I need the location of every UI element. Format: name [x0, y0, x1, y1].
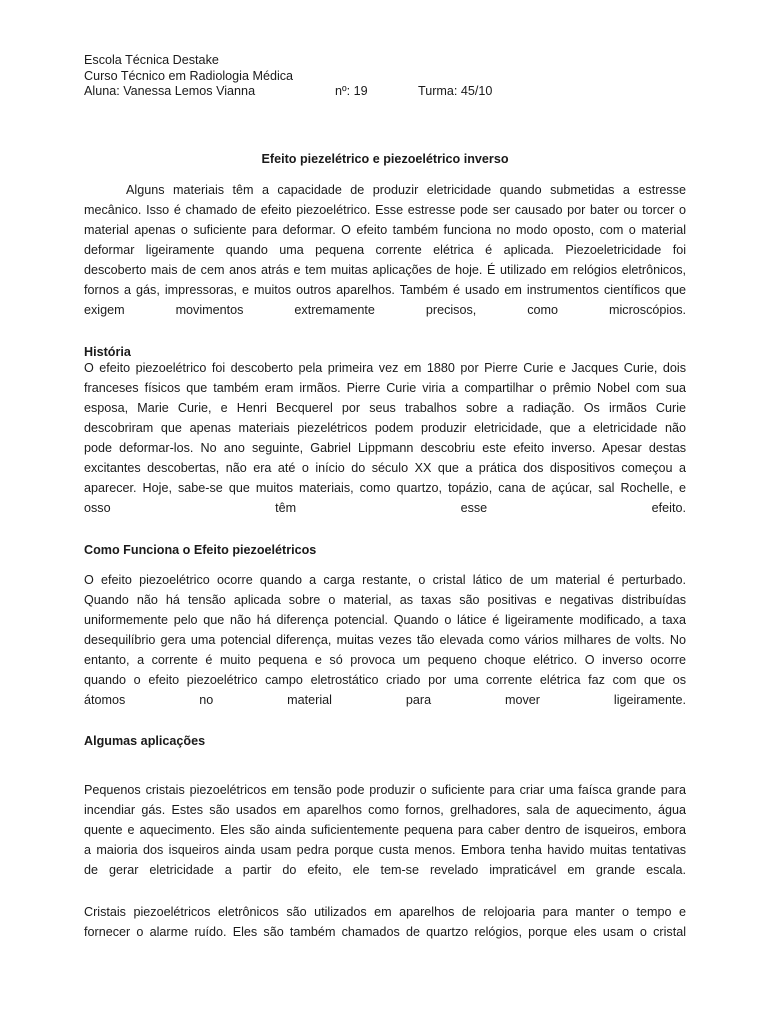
student-number: nº: 19 [335, 84, 368, 98]
document-title: Efeito piezelétrico e piezoelétrico inverso [261, 152, 509, 166]
text-line: descobriram que apenas materiais piezelétricos podem produzir eletricidade, que a eletricidade não [84, 421, 686, 435]
aplicacoes-paragraph-1 [84, 780, 686, 880]
text-line: entanto, a corrente é muito pequena e só provoca um pequeno choque elétrico. O inverso ocorre [84, 653, 686, 667]
class-number: Turma: 45/10 [418, 84, 493, 98]
text-line: Alguns materiais têm a capacidade de produzir eletricidade quando submetidas a estresse [126, 183, 686, 197]
text-line: mecânico. Isso é chamado de efeito piezoelétrico. Esse estresse pode ser causado por bater ou torcer o [84, 203, 686, 217]
text-line: pode deformar-los. No ano seguinte, Gabriel Lippmann descobriu este efeito inverso. Apesar destas [84, 441, 686, 455]
course-name: Curso Técnico em Radiologia Médica [84, 69, 294, 83]
text-line: descoberto mais de cem anos atrás e tem muitas aplicações de hoje. É utilizado em relógios eletrônicos, [84, 263, 686, 277]
section-heading-aplicacoes: Algumas aplicações [84, 734, 206, 748]
text-line: O efeito piezoelétrico ocorre quando a carga restante, o cristal lático de um material é perturbado. [84, 573, 686, 587]
text-line: a maioria dos isqueiros ainda usam pedra porque custa menos. Embora tenha havido muitas tentativas [84, 843, 686, 857]
text-line: aparecer. Hoje, sabe-se que muitos materiais, como quartzo, topázio, cana de açúcar, sal Rochelle, e [84, 481, 686, 495]
text-line: Cristais piezoelétricos eletrônicos são utilizados em aparelhos de relojoaria para manter o tempo e [84, 905, 686, 919]
text-line: Quando não há tensão aplicada sobre o material, as taxas são positivas e negativas distribuídas [84, 593, 686, 607]
text-line: osso têm esse efeito. [84, 501, 686, 515]
text-line: desequilíbrio gera uma potencial diferença, muitas vezes tão elevada como vários milhares de volts. No [84, 633, 686, 647]
section-heading-funciona: Como Funciona o Efeito piezoelétricos [84, 543, 317, 557]
text-line: O efeito piezoelétrico foi descoberto pela primeira vez em 1880 por Pierre Curie e Jacques Curie, dois [84, 361, 686, 375]
text-line: deformar ligeiramente quando uma pequena corrente elétrica é aplicada. Piezoeletricidade foi [84, 243, 686, 257]
text-line: fornos a gás, impressoras, e muitos outros aparelhos. Também é usado em instrumentos científicos que [84, 283, 686, 297]
text-line: material apenas o suficiente para deformar. O efeito também funciona no modo oposto, com o material [84, 223, 686, 237]
text-line: esposa, Marie Curie, e Henri Becquerel por seus trabalhos sobre a radiação. Os irmãos Curie [84, 401, 686, 415]
text-line: de gerar eletricidade a partir do efeito, ele tem-se revelado impraticável em grande escala. [84, 863, 686, 877]
text-line: exigem movimentos extremamente precisos, como microscópios. [84, 303, 686, 317]
intro-paragraph [84, 180, 686, 320]
school-name: Escola Técnica Destake [84, 53, 219, 67]
section-heading-historia: História [84, 345, 131, 359]
text-line: franceses físicos que também eram irmãos. Pierre Curie viria a compartilhar o prêmio Nobel com sua [84, 381, 686, 395]
funciona-paragraph [84, 570, 686, 710]
text-line: fornecer o alarme ruído. Eles são também chamados de quartzo relógios, porque eles usam o cristal [84, 925, 686, 939]
student-name: Aluna: Vanessa Lemos Vianna [84, 84, 256, 98]
aplicacoes-paragraph-2 [84, 902, 686, 942]
text-line: quente e aquecimento. Eles são ainda suficientemente pequena para caber dentro de isqueiros, embora [84, 823, 686, 837]
text-line: uniformemente pelo que não há diferença potencial. Quando o látice é ligeiramente modificado, a taxa [84, 613, 686, 627]
text-line: quando o efeito piezoelétrico campo eletrostático criado por uma corrente elétrica faz com que os [84, 673, 686, 687]
text-line: incendiar gás. Estes são usados em aparelhos como fornos, grelhadores, sala de aquecimento, água [84, 803, 686, 817]
text-line: Pequenos cristais piezoelétricos em tensão pode produzir o suficiente para criar uma faísca grande para [84, 783, 686, 797]
text-line: átomos no material para mover ligeiramente. [84, 693, 686, 707]
historia-paragraph [84, 358, 686, 518]
text-line: excitantes descobertas, não era até o início do século XX que a prática dos dispositivos começou a [84, 461, 686, 475]
